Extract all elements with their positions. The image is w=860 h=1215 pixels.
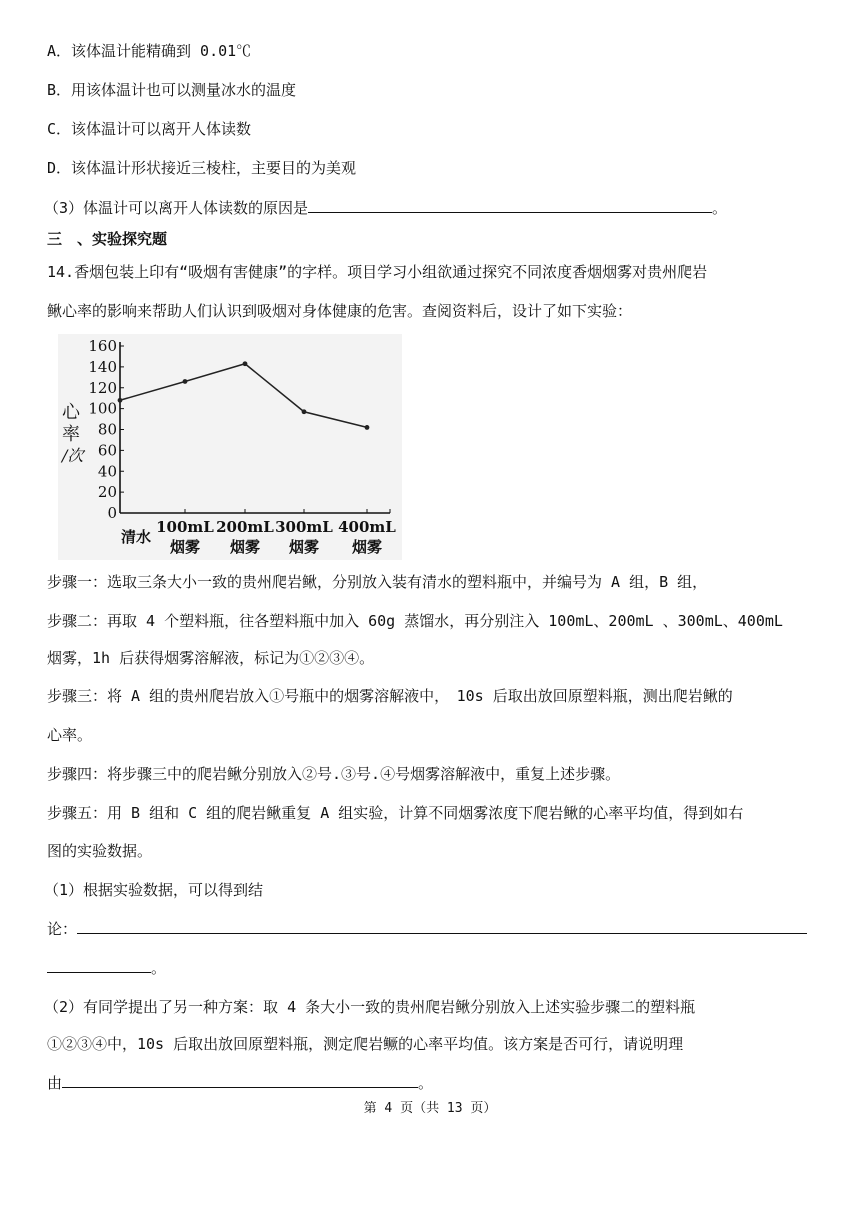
step-2-line-2: 烟雾，1h 后获得烟雾溶解液，标记为①②③④。 (47, 649, 375, 667)
question-3-text: （3）体温计可以离开人体读数的原因是 (44, 199, 309, 217)
y-tick-label: 140 (88, 357, 117, 376)
option-b: B．用该体温计也可以测量冰水的温度 (47, 81, 297, 99)
conclusion-blank-continued[interactable] (47, 958, 151, 973)
y-tick-label: 60 (97, 441, 117, 460)
answer-blank[interactable] (308, 198, 712, 213)
step-5-line-2: 图的实验数据。 (47, 842, 153, 860)
y-tick-label: 100 (88, 399, 117, 418)
y-tick-label: 0 (107, 504, 117, 522)
option-c: C．该体温计可以离开人体读数 (47, 120, 252, 138)
question-3-end: 。 (712, 199, 728, 217)
data-point (118, 398, 123, 403)
conclusion-blank[interactable] (77, 919, 807, 934)
chart-axes (120, 342, 390, 513)
q14-intro-1: 14.香烟包装上印有“吸烟有害健康”的字样。项目学习小组欲通过探究不同浓度香烟烟雾对贵州爬岩 (47, 263, 708, 281)
y-label-part: 心 (62, 402, 80, 423)
q14-intro-2: 鳅心率的影响来帮助人们认识到吸烟对身体健康的危害。查阅资料后，设计了如下实验： (47, 302, 633, 320)
x-tick-label: 烟雾 (288, 538, 320, 556)
step-1: 步骤一：选取三条大小一致的贵州爬岩鳅，分别放入装有清水的塑料瓶中，并编号为 A 组，B 组， (47, 573, 708, 591)
step-3-line-1: 步骤三：将 A 组的贵州爬岩放入①号瓶中的烟雾溶解液中， 10s 后取出放回原塑料瓶，测出爬岩鳅的 (47, 687, 733, 705)
x-axis-ticks (121, 509, 396, 556)
chart-series (118, 361, 370, 429)
y-label-part: 率 (62, 424, 80, 445)
y-tick-label: 40 (97, 462, 117, 481)
y-tick-label: 160 (88, 337, 117, 355)
x-tick-label: 200mL (216, 518, 274, 536)
y-axis-label (60, 402, 85, 465)
heart-rate-chart (58, 334, 402, 560)
y-tick-label: 80 (97, 420, 117, 439)
y-tick-label: 120 (88, 378, 117, 397)
y-label-part: /次 (62, 446, 84, 465)
y-tick-label: 20 (97, 483, 117, 502)
x-tick-label: 清水 (120, 528, 152, 546)
sub-question-2-line-3 (47, 1073, 433, 1093)
x-tick-label: 100mL (156, 518, 214, 536)
option-d: D．该体温计形状接近三棱柱，主要目的为美观 (47, 159, 357, 177)
sub-question-1-line-1: （1）根据实验数据，可以得到结 (44, 881, 264, 899)
step-4: 步骤四：将步骤三中的爬岩鳅分别放入②号.③号.④号烟雾溶解液中，重复上述步骤。 (47, 765, 621, 783)
step-5-line-1: 步骤五：用 B 组和 C 组的爬岩鳅重复 A 组实验，计算不同烟雾浓度下爬岩鳅的心率平均值，得到如右 (47, 804, 744, 822)
x-tick-label: 烟雾 (229, 538, 261, 556)
sub-question-1-line-2 (47, 919, 807, 939)
x-tick-label: 300mL (275, 518, 333, 536)
series-line (120, 364, 367, 428)
data-point (365, 425, 370, 430)
sub-question-2-line-1: （2）有同学提出了另一种方案：取 4 条大小一致的贵州爬岩鳅分别放入上述实验步骤二的塑料瓶 (44, 998, 696, 1016)
sub-question-1-line-3 (47, 958, 166, 978)
data-point (243, 361, 248, 366)
x-tick-label: 烟雾 (351, 538, 383, 556)
data-point (302, 409, 307, 414)
page-footer: 第 4 页（共 13 页） (363, 1101, 497, 1116)
sub-question-2-line-2: ①②③④中，10s 后取出放回原塑料瓶，测定爬岩鳜的心率平均值。该方案是否可行，请说明理 (47, 1035, 684, 1053)
data-point (183, 379, 188, 384)
sub-question-1-label: 论： (47, 920, 78, 938)
option-a: A．该体温计能精确到 0.01℃ (47, 42, 252, 60)
x-tick-label: 烟雾 (169, 538, 201, 556)
sub-question-2-end: 。 (418, 1074, 434, 1092)
x-tick-label: 400mL (338, 518, 396, 536)
sub-question-2-label: 由 (47, 1074, 63, 1092)
reason-blank[interactable] (62, 1073, 418, 1088)
step-2-line-1: 步骤二：再取 4 个塑料瓶，往各塑料瓶中加入 60g 蒸馏水，再分别注入 100mL、200mL 、300mL、400mL (47, 612, 783, 630)
sub-question-1-end: 。 (151, 959, 167, 977)
section-title: 三 、实验探究题 (47, 230, 168, 248)
step-3-line-2: 心率。 (47, 726, 93, 744)
y-axis-ticks (88, 337, 124, 522)
question-3 (44, 198, 727, 218)
